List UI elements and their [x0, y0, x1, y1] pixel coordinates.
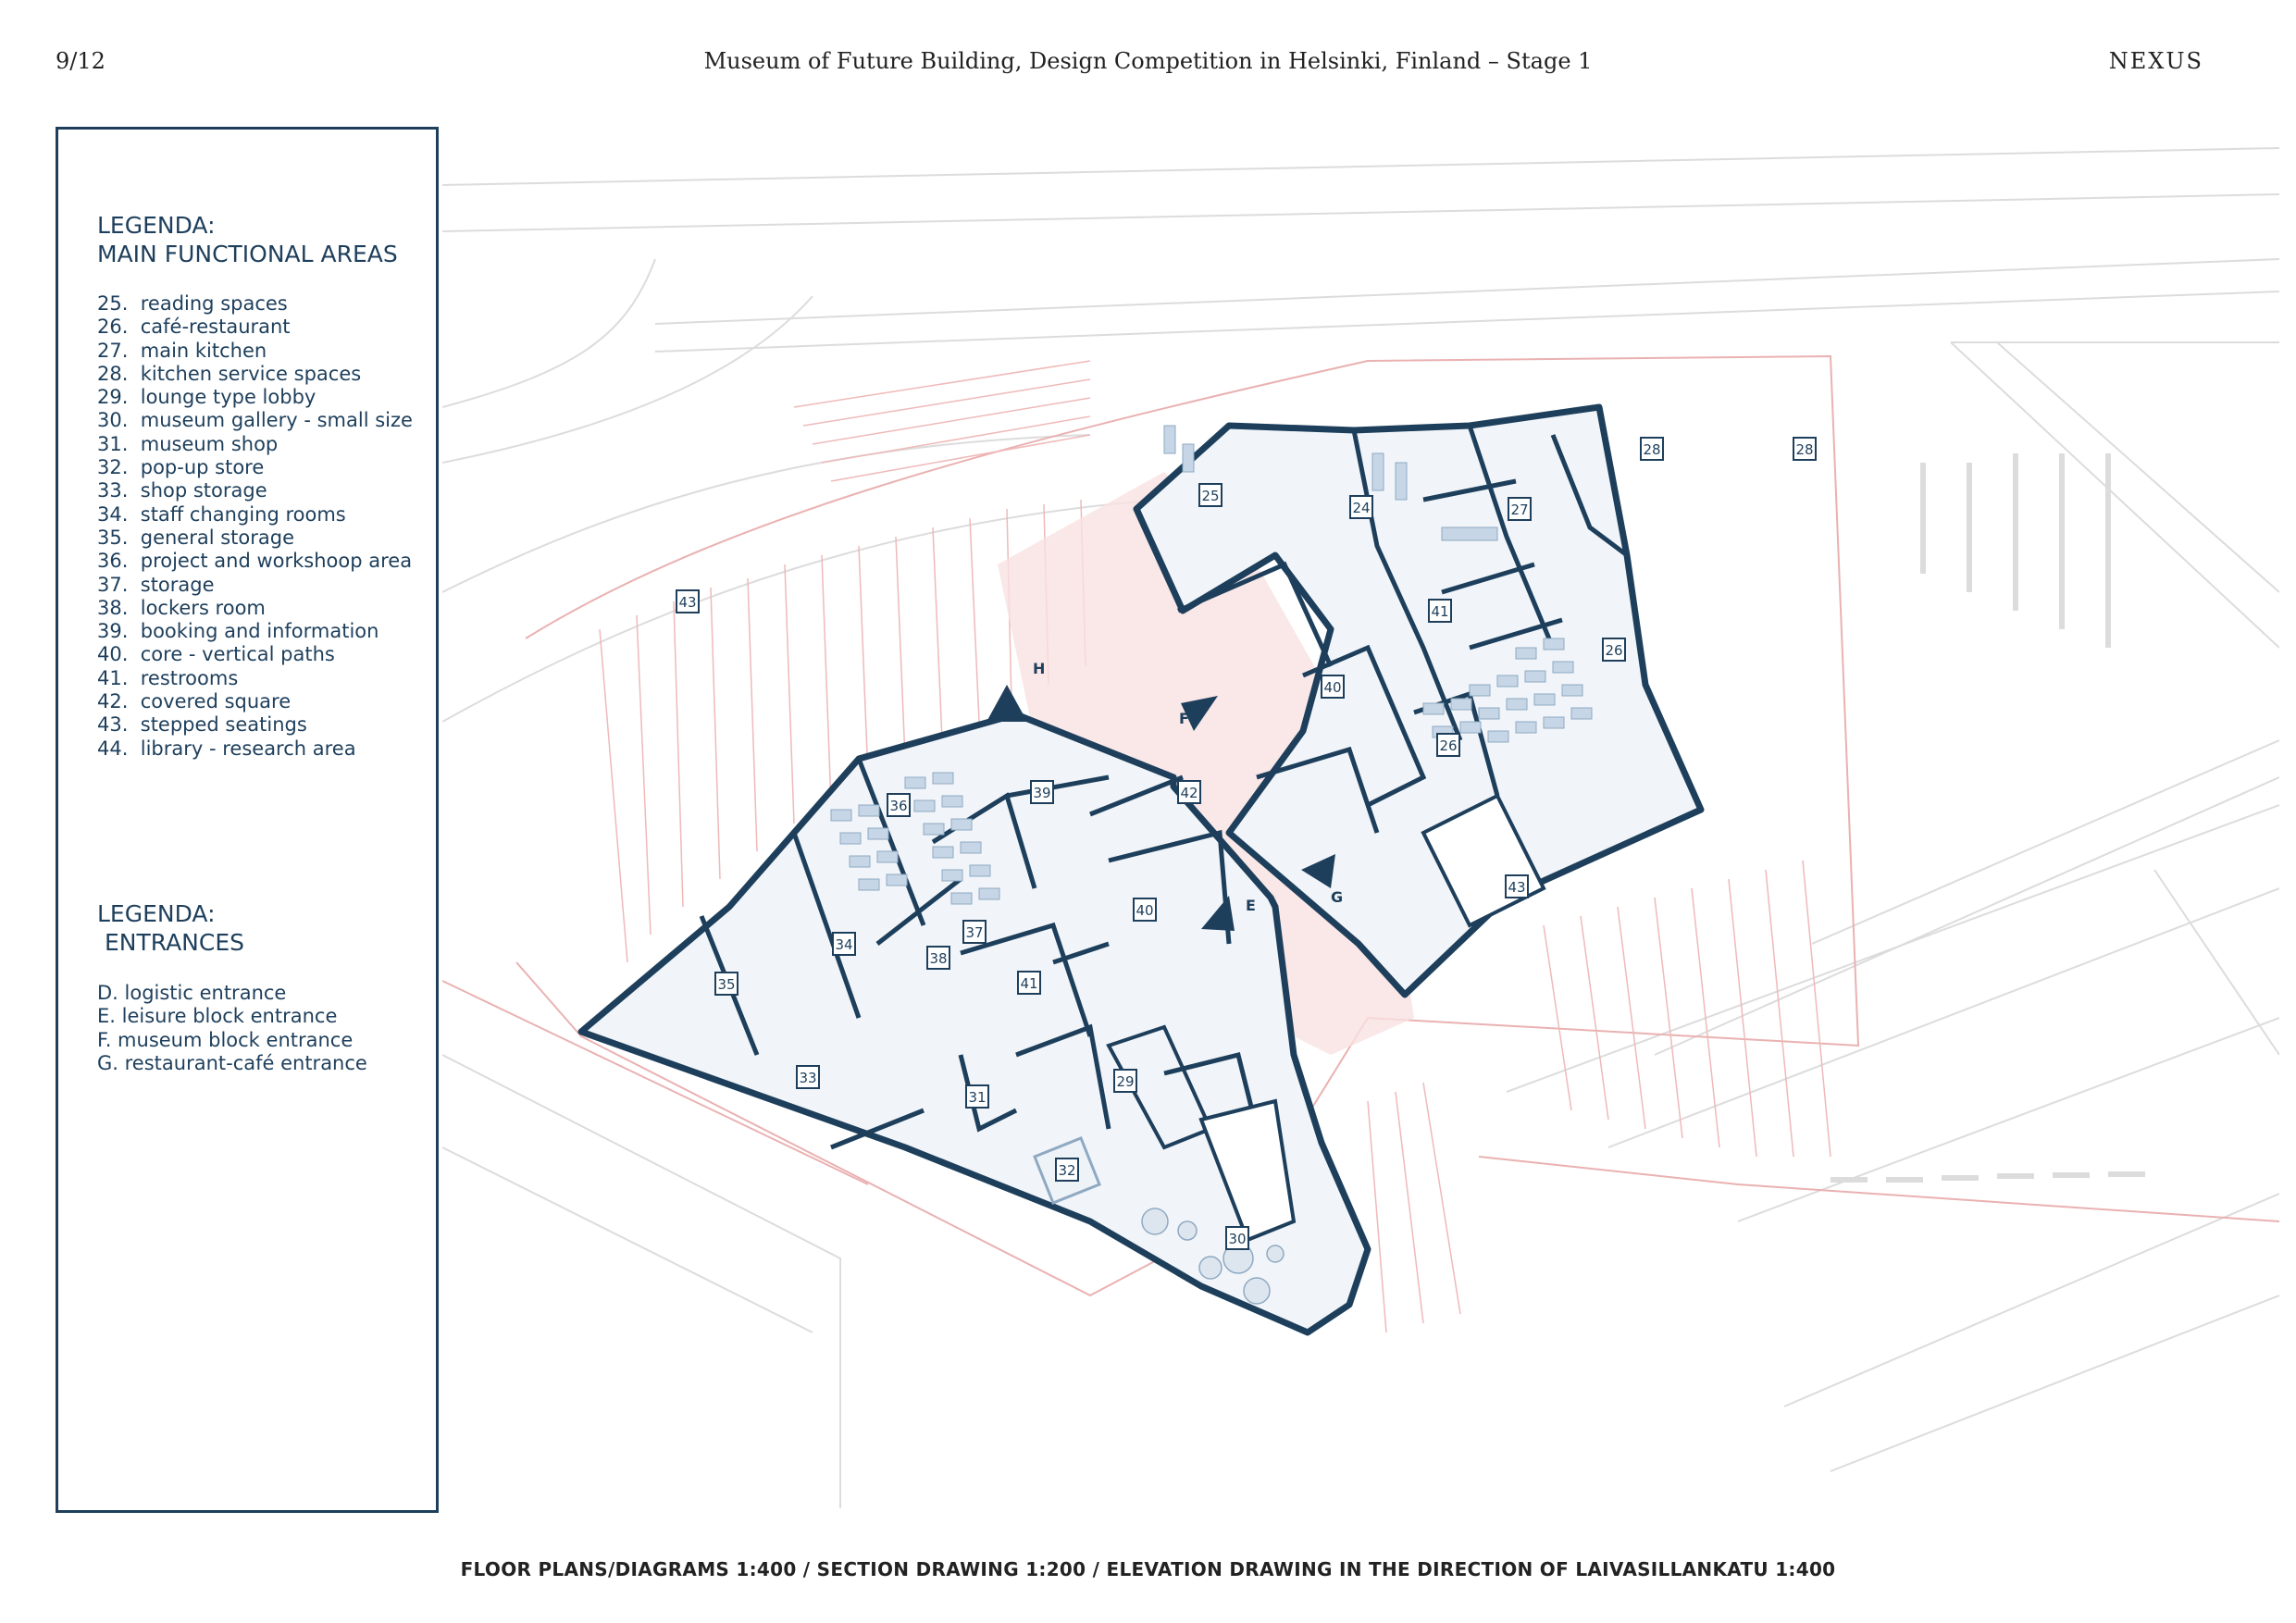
svg-text:31: 31: [968, 1089, 987, 1106]
room-tag: [1031, 781, 1053, 803]
room-tag: [1793, 438, 1816, 460]
legend-entrance-item: F. museum block entrance: [97, 1028, 354, 1051]
svg-text:26: 26: [1439, 737, 1458, 754]
svg-text:37: 37: [965, 924, 984, 941]
document-title: Museum of Future Building, Design Competition in Helsinki, Finland – Stage 1: [703, 48, 1593, 74]
legend-panel: [56, 127, 439, 1513]
legend-area-item: 27. main kitchen: [97, 339, 267, 362]
svg-text:26: 26: [1605, 642, 1623, 659]
legend-area-item: 39. booking and information: [97, 620, 379, 643]
legend-areas-heading: [97, 211, 398, 268]
legend-area-item: 26. café-restaurant: [97, 316, 291, 339]
legend-entrance-item: E. leisure block entrance: [97, 1005, 338, 1028]
svg-text:39: 39: [1033, 785, 1051, 801]
svg-text:41: 41: [1431, 603, 1449, 620]
legend-area-item: 42. covered square: [97, 690, 292, 713]
page-number: 9/12: [56, 48, 105, 74]
room-tag: [1018, 972, 1040, 994]
room-tag: [797, 1066, 819, 1088]
legend-entrances-heading: [97, 899, 244, 957]
room-tag: [1199, 484, 1222, 506]
room-tag: [1056, 1158, 1078, 1181]
room-tag: [927, 947, 949, 969]
legend-area-item: 30. museum gallery - small size: [97, 409, 413, 432]
room-tag: [1322, 675, 1344, 698]
legend-area-item: 35. general storage: [97, 526, 295, 549]
room-tag: [1226, 1227, 1248, 1249]
svg-text:H: H: [1033, 660, 1046, 677]
svg-text:41: 41: [1020, 975, 1038, 992]
legend-area-item: 29. lounge type lobby: [97, 386, 316, 409]
room-tag: [1506, 875, 1528, 898]
legend-area-item: 25. reading spaces: [97, 292, 288, 315]
svg-text:28: 28: [1795, 441, 1814, 458]
room-tag: [1429, 600, 1451, 622]
legend-entrance-item: D. logistic entrance: [97, 982, 287, 1004]
svg-text:40: 40: [1323, 679, 1342, 696]
legend-area-item: 34. staff changing rooms: [97, 502, 346, 526]
legend-areas-list: [97, 292, 413, 761]
room-tag: [963, 921, 986, 943]
legend-area-item: 31. museum shop: [97, 432, 279, 455]
parking-strokes: [1831, 453, 2145, 1180]
svg-text:32: 32: [1058, 1162, 1076, 1179]
legend-area-item: 44. library - research area: [97, 737, 356, 760]
brand-logo-text: NEXUS: [2108, 48, 2203, 74]
legend-area-item: 43. stepped seatings: [97, 713, 307, 737]
svg-text:F: F: [1179, 710, 1189, 727]
room-tag: [1603, 638, 1625, 661]
svg-text:24: 24: [1352, 500, 1371, 516]
svg-text:33: 33: [799, 1070, 817, 1086]
svg-text:38: 38: [929, 950, 948, 967]
room-tag: [1350, 496, 1372, 518]
svg-text:27: 27: [1510, 502, 1529, 518]
legend-area-item: 36. project and workshoop area: [97, 550, 413, 573]
svg-text:43: 43: [1508, 879, 1526, 896]
room-tag: [887, 794, 910, 816]
room-tag: [1437, 734, 1459, 756]
room-tag: [1114, 1070, 1136, 1092]
room-tag: [966, 1085, 988, 1108]
footer-caption: FLOOR PLANS/DIAGRAMS 1:400 / SECTION DRAWING 1:200 / ELEVATION DRAWING IN THE DIRECTION OF LAIVASILLANKATU 1:400: [460, 1558, 1836, 1580]
legend-entrances-heading-line1: LEGENDA:: [97, 900, 216, 927]
legend-area-item: 33. shop storage: [97, 479, 267, 502]
svg-text:36: 36: [889, 798, 908, 814]
svg-text:28: 28: [1643, 441, 1661, 458]
room-tag: [1134, 898, 1156, 921]
legend-area-item: 37. storage: [97, 573, 215, 596]
room-tag: [1508, 498, 1531, 520]
room-tag: [1641, 438, 1663, 460]
svg-text:E: E: [1246, 897, 1256, 914]
room-tag: [833, 933, 855, 955]
legend-area-item: 28. kitchen service spaces: [97, 362, 362, 385]
svg-text:29: 29: [1116, 1073, 1135, 1090]
svg-text:30: 30: [1228, 1231, 1247, 1247]
legend-entrance-item: G. restaurant-café entrance: [97, 1051, 367, 1074]
svg-text:35: 35: [717, 976, 736, 993]
legend-areas-heading-line2: MAIN FUNCTIONAL AREAS: [97, 241, 398, 267]
svg-text:42: 42: [1180, 785, 1198, 801]
svg-text:G: G: [1331, 888, 1344, 906]
legend-entrances-heading-line2: ENTRANCES: [97, 929, 244, 956]
room-tag: [676, 590, 699, 613]
svg-text:40: 40: [1136, 902, 1154, 919]
svg-text:34: 34: [835, 936, 853, 953]
svg-text:25: 25: [1201, 488, 1220, 504]
legend-area-item: 32. pop-up store: [97, 456, 265, 479]
legend-area-item: 41. restrooms: [97, 666, 239, 689]
room-tag: [715, 973, 738, 995]
svg-text:43: 43: [678, 594, 697, 611]
legend-areas-heading-line1: LEGENDA:: [97, 212, 216, 239]
legend-area-item: 40. core - vertical paths: [97, 643, 335, 666]
legend-area-item: 38. lockers room: [97, 596, 266, 619]
floor-plan-drawing: [442, 130, 2279, 1508]
legend-entrances-list: [97, 982, 367, 1075]
room-tag: [1178, 781, 1200, 803]
